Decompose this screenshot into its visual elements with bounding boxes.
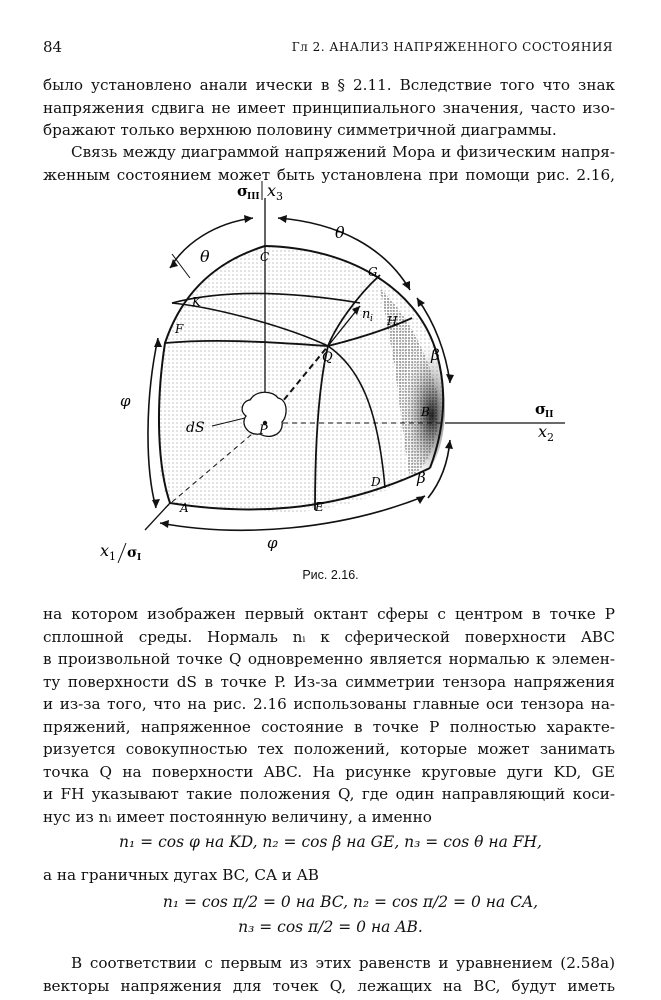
- label-H: H: [387, 314, 398, 328]
- running-head: Гл 2. АНАЛИЗ НАПРЯЖЕННОГО СОСТОЯНИЯ: [291, 40, 613, 54]
- label-F: F: [175, 322, 184, 336]
- divider: [118, 543, 126, 563]
- phi-left-arc: [148, 338, 158, 508]
- figure-caption: Рис. 2.16.: [302, 568, 359, 582]
- formula-1: n₁ = cos φ на KD, n₂ = cos β на GE, n₃ = cos θ на FH,: [119, 833, 542, 851]
- label-B: B: [421, 405, 430, 419]
- text-line: и из-за того, что на рис. 2.16 использованы главные оси тензора на-: [43, 695, 615, 713]
- label-theta-right: θ: [335, 223, 345, 242]
- arrow-icon: [416, 496, 425, 504]
- formula-lead: а на граничных дугах BC, CA и AB: [43, 866, 319, 884]
- text-line: В соответствии с первым из этих равенств и уравнением (2.58а): [71, 954, 615, 972]
- text-line: на котором изображен первый октант сферы с центром в точке P: [43, 605, 615, 623]
- text-line: векторы напряжения для точек Q, лежащих на BC, будут иметь: [43, 976, 615, 995]
- label-C: C: [260, 250, 270, 264]
- page-number: 84: [43, 38, 63, 56]
- text-line: сплошной среды. Нормаль nᵢ к сферической поверхности ABC: [43, 627, 615, 646]
- label-sigma1-sub: I: [137, 553, 142, 563]
- text-line: женным состоянием может быть установлена при помощи рис. 2.16,: [43, 165, 615, 184]
- figure-2-16: [60, 178, 580, 563]
- label-sigma3-sub: III: [247, 192, 260, 202]
- label-beta-lower: β: [417, 469, 426, 487]
- text-line: ризуется совокупностью тех положений, которые может занимать: [43, 740, 615, 758]
- label-P: P: [259, 423, 268, 438]
- label-x2: x: [538, 422, 548, 441]
- label-n: n: [362, 307, 371, 322]
- arrow-icon: [152, 499, 160, 508]
- arrow-icon: [446, 374, 454, 383]
- label-A: A: [180, 501, 189, 515]
- label-phi-bottom: φ: [267, 534, 278, 552]
- formula-3: n₃ = cos π/2 = 0 на AB.: [238, 918, 423, 936]
- paragraph-3: [43, 603, 615, 828]
- label-E: E: [315, 500, 324, 514]
- arrow-icon: [154, 338, 162, 347]
- label-sigma2-sub: II: [545, 410, 554, 420]
- label-x2-sub: 2: [547, 431, 554, 444]
- formula-2: n₁ = cos π/2 = 0 на BC, n₂ = cos π/2 = 0 на CA,: [162, 893, 539, 911]
- text-line: точка Q на поверхности ABC. На рисунке круговые дуги KD, GE: [43, 762, 615, 781]
- label-n-sub: i: [370, 314, 373, 324]
- text-line: ту поверхности dS в точке P. Из-за симметрии тензора напряжения: [43, 672, 615, 691]
- label-phi-left: φ: [120, 392, 131, 410]
- label-Q: Q: [322, 350, 333, 365]
- text-line: в произвольной точке Q одновременно является нормалью к элемен-: [43, 650, 615, 668]
- label-beta-upper: β: [431, 346, 440, 364]
- label-D: D: [371, 475, 381, 489]
- label-K: K: [192, 295, 201, 309]
- text-line: было установлено анали ически в § 2.11. Вследствие того что знак: [43, 76, 615, 94]
- label-sigma2: σ: [535, 400, 547, 418]
- text-line: Связь между диаграммой напряжений Мора и физическим напря-: [71, 143, 615, 161]
- paragraph-1: [43, 74, 615, 142]
- arrow-icon: [278, 215, 287, 223]
- text-line: бражают только верхнюю половину симметричной диаграммы.: [43, 121, 557, 139]
- arrow-icon: [244, 215, 253, 223]
- label-theta-left: θ: [200, 247, 210, 266]
- text-line: пряжений, напряженное состояние в точке P полностью характе-: [43, 717, 615, 736]
- label-x3-sub: 3: [276, 190, 283, 203]
- paragraph-4: [43, 952, 615, 997]
- text-line: напряжения сдвига не имеет принципиального значения, часто изо-: [43, 98, 615, 117]
- sphere-octant-diagram: [60, 178, 580, 563]
- text-line: нус из nᵢ имеет постоянную величину, а именно: [43, 807, 432, 826]
- label-dS: dS: [186, 420, 205, 436]
- text-line: и FH указывают такие положения Q, где один направляющий коси-: [43, 785, 615, 803]
- label-x1: x: [100, 541, 110, 560]
- label-x3: x: [267, 181, 277, 200]
- label-x1-sub: 1: [109, 550, 116, 563]
- label-G: G: [368, 265, 378, 279]
- label-sigma3: σ: [237, 182, 249, 200]
- label-sigma1: σ: [127, 545, 138, 561]
- arrow-icon: [417, 298, 425, 307]
- page-header: [43, 38, 613, 58]
- arrow-icon: [445, 440, 453, 449]
